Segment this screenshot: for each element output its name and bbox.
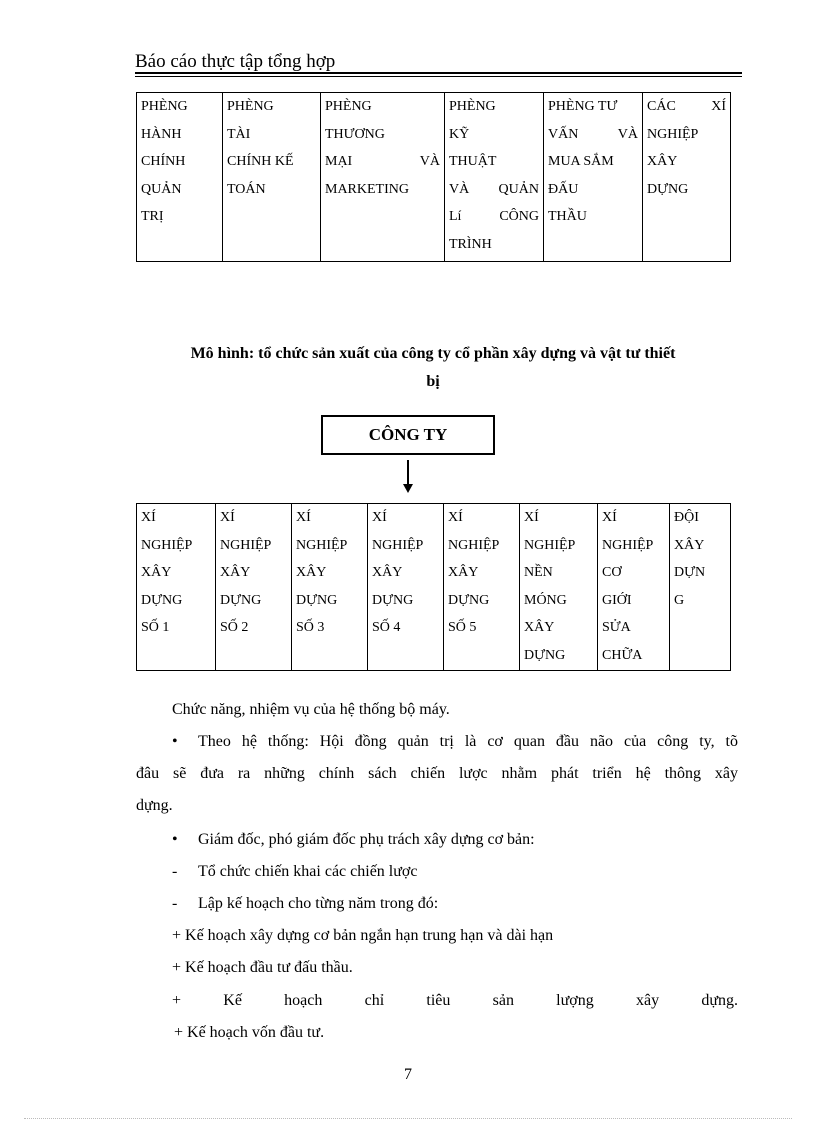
cell-line: THẦU [548, 209, 587, 224]
cell-line: XÍ [372, 510, 387, 525]
cell-line: XÍ [296, 510, 311, 525]
cell-line: XÂY [296, 565, 327, 580]
department-cell [321, 93, 445, 262]
cell-line: XÂY [448, 565, 479, 580]
cell-line: DỰNG [647, 181, 689, 197]
cell-line: XÍ [141, 510, 156, 525]
cell-line: TOÁN [227, 181, 266, 197]
paragraph-line: dựng. [136, 797, 173, 814]
cell-line: CƠ [602, 565, 622, 580]
plan-word: + [172, 992, 182, 1009]
cell-line: NỀN [524, 565, 553, 580]
plan-word: Kế [223, 992, 242, 1009]
cell-line: TÀI [227, 126, 251, 142]
plan-text: + Kế hoạch đầu tư đấu thầu. [172, 959, 353, 976]
bullet-paragraph-line [136, 726, 738, 758]
dash-text: Lập kế hoạch cho từng năm trong đó: [198, 895, 439, 912]
arrow-down-icon [403, 484, 413, 493]
page-number: 7 [404, 1066, 412, 1083]
plan-text: + Kế hoạch vốn đầu tư. [174, 1024, 325, 1041]
unit-cell [368, 504, 444, 671]
cell-line: DỰNG [448, 592, 490, 608]
header-rule [135, 72, 742, 74]
cell-line: PHÈNG TƯ [548, 99, 618, 114]
cell-line: XÂY [141, 565, 172, 580]
unit-cell [444, 504, 520, 671]
cell-line: NGHIỆP [602, 537, 654, 553]
cell-line: XÂY [647, 154, 678, 169]
department-cell [137, 93, 223, 262]
cell-line: XÍ [220, 510, 235, 525]
company-box: CÔNG TY [321, 415, 495, 455]
cell-line: NGHIỆP [296, 537, 348, 553]
diagram-title-line: bị [426, 373, 440, 390]
cell-line: HÀNH [141, 126, 182, 142]
cell-line: CHÍNH [141, 154, 186, 169]
cell-line: NGHIỆP [448, 537, 500, 553]
cell-line: MÓNG [524, 592, 567, 608]
plan-line [136, 1017, 738, 1049]
department-cell [223, 93, 321, 262]
cell-line: MUA SẮM [548, 154, 614, 169]
bullet-text: Giám đốc, phó giám đốc phụ trách xây dựng cơ bản: [198, 831, 535, 848]
unit-cell [670, 504, 731, 671]
cell-line: NGHIỆP [647, 126, 699, 142]
dash-icon: - [172, 863, 178, 880]
dash-icon: - [172, 895, 178, 912]
cell-line: SỐ 5 [448, 620, 477, 635]
cell-line: THUẬT [449, 154, 497, 169]
unit-cell [598, 504, 670, 671]
cell-line: G [674, 592, 685, 608]
cell-line: DỰNG [372, 592, 414, 608]
cell-line: MẠI VÀ [325, 154, 440, 169]
cell-line: DỰNG [296, 592, 338, 608]
department-cell [445, 93, 544, 262]
cell-line: CHỮA [602, 647, 643, 663]
cell-line: XÂY [524, 620, 555, 635]
unit-cell [292, 504, 368, 671]
unit-cell [137, 504, 216, 671]
cell-line: NGHIỆP [141, 537, 193, 553]
cell-line: SỐ 1 [141, 620, 170, 635]
diagram-title-line: Mô hình: tổ chức sản xuất của công ty cổ phần xây dựng và vật tư thiết [190, 345, 676, 362]
header-rule-thin [135, 76, 742, 77]
plan-word: tiêu [426, 992, 451, 1009]
footer-divider [24, 1118, 792, 1119]
cell-line: SỐ 4 [372, 620, 401, 635]
unit-cell [216, 504, 292, 671]
cell-line: THƯƠNG [325, 126, 385, 142]
cell-line: CHÍNH KẾ [227, 154, 294, 169]
unit-cell [520, 504, 598, 671]
cell-line: XÍ [602, 510, 617, 525]
report-header-title: Báo cáo thực tập tổng hợp [135, 51, 336, 72]
bullet-text: Theo hệ thống: Hội đồng quản trị là cơ quan đầu não của công ty, tõ [198, 733, 738, 750]
cell-line: PHÈNG [227, 99, 274, 114]
cell-line: CÁC XÍ [647, 99, 726, 114]
cell-line: Lí CÔNG [449, 209, 539, 224]
bullet-icon: • [172, 831, 178, 848]
plan-line [136, 952, 738, 984]
cell-line: XÂY [674, 537, 705, 553]
paragraph-line: đâu sẽ đưa ra những chính sách chiến lược nhằm phát triển hệ thông xây [136, 765, 738, 782]
cell-line: MARKETING [325, 181, 409, 197]
cell-line: NGHIỆP [372, 537, 424, 553]
dash-line [136, 888, 738, 920]
departments-table [136, 92, 731, 262]
body-heading-text: Chức năng, nhiệm vụ của hệ thống bộ máy. [172, 701, 450, 718]
bullet-icon: • [172, 733, 178, 750]
cell-line: KỸ [449, 126, 470, 142]
cell-line: TRÌNH [449, 236, 492, 252]
cell-line: DỰN [674, 565, 706, 580]
bullet-line [136, 824, 738, 856]
plan-text: + Kế hoạch xây dựng cơ bản ngắn hạn trung hạn và dài hạn [172, 927, 554, 944]
cell-line: SỐ 3 [296, 620, 325, 635]
plan-line-spread [172, 985, 738, 1017]
plan-word: sản [492, 992, 514, 1009]
plan-word: dựng. [701, 992, 738, 1009]
cell-line: NGHIỆP [524, 537, 576, 553]
cell-line: VẤN VÀ [548, 126, 638, 142]
cell-line: SỬA [602, 620, 631, 635]
units-table [136, 503, 731, 671]
plan-word: hoạch [284, 992, 323, 1009]
cell-line: QUẢN [141, 181, 182, 197]
cell-line: XÂY [372, 565, 403, 580]
cell-line: XÂY [220, 565, 251, 580]
plan-word: lượng [556, 992, 594, 1009]
cell-line: VÀ QUẢN [449, 181, 539, 197]
department-cell [643, 93, 731, 262]
cell-line: NGHIỆP [220, 537, 272, 553]
cell-line: SỐ 2 [220, 620, 249, 635]
cell-line: ĐẤU [548, 181, 579, 197]
cell-line: XÍ [448, 510, 463, 525]
plan-word: chỉ [364, 992, 385, 1009]
cell-line: XÍ [524, 510, 539, 525]
body-heading [136, 694, 738, 726]
plan-word: xây [635, 992, 660, 1009]
diagram-title [136, 340, 730, 396]
department-cell [544, 93, 643, 262]
dash-text: Tổ chức chiến khai các chiến lược [198, 863, 418, 880]
cell-line: PHÈNG [141, 99, 188, 114]
cell-line: TRỊ [141, 209, 164, 224]
plan-line [136, 920, 738, 952]
cell-line: GIỚI [602, 592, 632, 608]
cell-line: ĐỘI [674, 510, 699, 525]
cell-line: DỰNG [220, 592, 262, 608]
cell-line: PHÈNG [325, 99, 372, 114]
cell-line: PHÈNG [449, 99, 496, 114]
dash-line [136, 856, 738, 888]
cell-line: DỰNG [524, 647, 566, 663]
cell-line: DỰNG [141, 592, 183, 608]
arrow-line [407, 460, 409, 486]
